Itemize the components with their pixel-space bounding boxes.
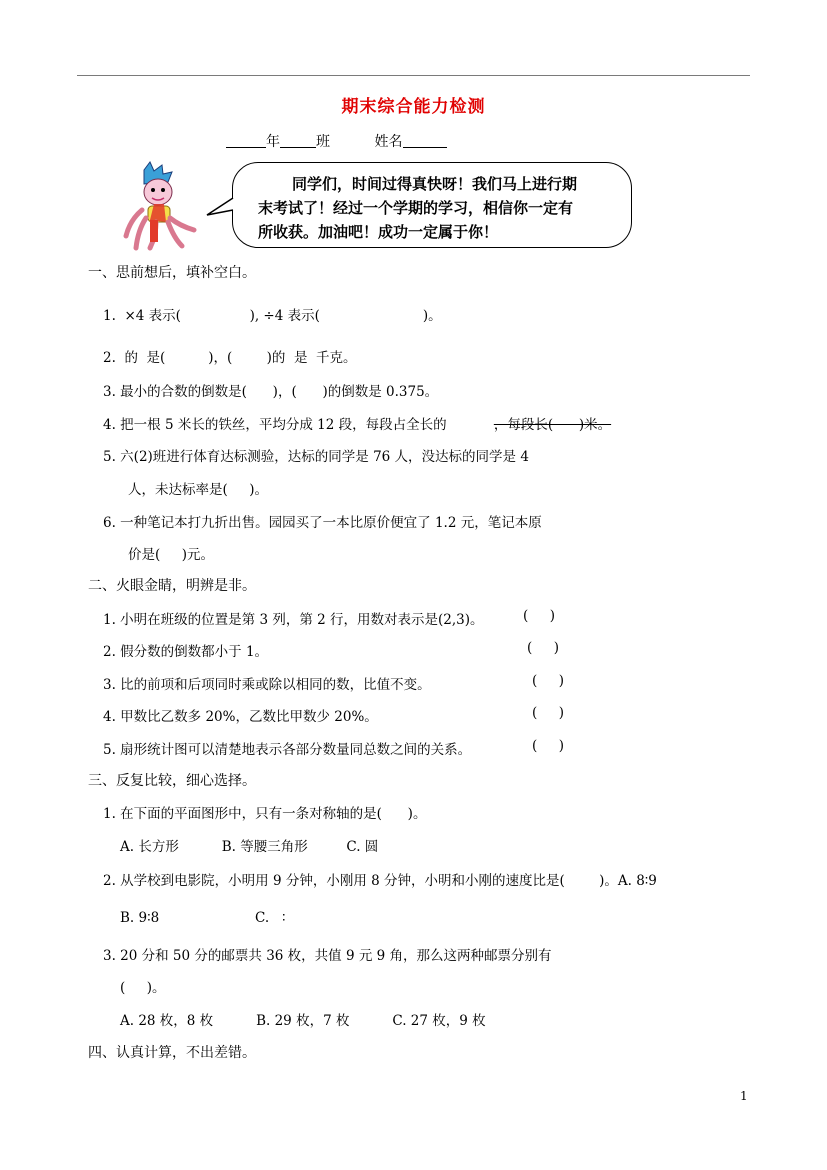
- question-3-3-line-1: 3. 20 分和 50 分的邮票共 36 枚，共值 9 元 9 角，那么这两种邮票分别有: [103, 948, 552, 964]
- question-1-5-line-2: 人，未达标率是( )。: [128, 482, 268, 498]
- question-3-1-options: A. 长方形 B. 等腰三角形 C. 圆: [120, 839, 379, 855]
- answer-bracket-2-2[interactable]: ( ): [527, 640, 559, 656]
- grade-label: 年: [266, 134, 280, 150]
- question-1-4-part-b: ，每段长( )米。: [493, 417, 612, 433]
- question-2-4: 4. 甲数比乙数多 20%，乙数比甲数少 20%。: [103, 709, 378, 725]
- page-title: 期末综合能力检测: [341, 97, 486, 117]
- answer-bracket-2-1[interactable]: ( ): [523, 608, 555, 624]
- question-1-6-line-1: 6. 一种笔记本打九折出售。园园买了一本比原价便宜了 1.2 元，笔记本原: [103, 515, 542, 531]
- name-label: 姓名: [374, 134, 403, 150]
- class-blank[interactable]: [280, 133, 316, 148]
- question-2-5: 5. 扇形统计图可以清楚地表示各部分数量同总数之间的关系。: [103, 742, 472, 758]
- page-number: 1: [740, 1089, 748, 1103]
- bubble-line-2: 末考试了！经过一个学期的学习，相信你一定有: [258, 199, 574, 217]
- grade-blank[interactable]: [226, 133, 266, 148]
- question-1-4: [103, 413, 611, 433]
- section-4-heading: 四、认真计算，不出差错。: [88, 1045, 256, 1061]
- question-1-2: 2. 的 是( )，( )的 是 千克。: [103, 350, 357, 366]
- answer-bracket-2-4[interactable]: ( ): [532, 705, 564, 721]
- question-3-2-option-c: C. ∶: [255, 910, 286, 926]
- student-info-line: [226, 131, 447, 151]
- bubble-line-1: 同学们，时间过得真快呀！我们马上进行期: [292, 175, 578, 193]
- question-2-3: 3. 比的前项和后项同时乘或除以相同的数，比值不变。: [103, 677, 431, 693]
- speech-bubble-text: [258, 172, 613, 244]
- answer-bracket-2-5[interactable]: ( ): [532, 738, 564, 754]
- name-blank[interactable]: [403, 133, 447, 148]
- question-1-3: 3. 最小的合数的倒数是( )，( )的倒数是 0.375。: [103, 384, 439, 400]
- question-1-1: 1. ×4 表示( ), ÷4 表示( )。: [103, 308, 442, 324]
- question-2-2: 2. 假分数的倒数都小于 1。: [103, 644, 269, 660]
- question-2-1: 1. 小明在班级的位置是第 3 列，第 2 行，用数对表示是(2,3)。: [103, 612, 484, 628]
- section-2-heading: 二、火眼金睛，明辨是非。: [88, 578, 256, 594]
- speech-bubble-tail: [206, 196, 236, 222]
- answer-bracket-2-3[interactable]: ( ): [532, 673, 564, 689]
- class-label: 班: [316, 134, 330, 150]
- question-1-4-part-a: 4. 把一根 5 米长的铁丝，平均分成 12 段，每段占全长的: [103, 417, 447, 433]
- question-3-3-options: A. 28 枚，8 枚 B. 29 枚，7 枚 C. 27 枚，9 枚: [120, 1013, 486, 1029]
- mascot-illustration: [120, 160, 200, 252]
- question-3-2: 2. 从学校到电影院，小明用 9 分钟，小刚用 8 分钟，小明和小刚的速度比是( )。A. 8∶9: [103, 873, 657, 889]
- section-3-heading: 三、反复比较，细心选择。: [88, 773, 256, 789]
- question-1-5-line-1: 5. 六(2)班进行体育达标测验，达标的同学是 76 人，没达标的同学是 4: [103, 449, 529, 465]
- question-3-1: 1. 在下面的平面图形中，只有一条对称轴的是( )。: [103, 806, 427, 822]
- question-3-3-line-2: ( )。: [120, 980, 166, 996]
- question-3-2-option-b: B. 9∶8: [120, 910, 160, 926]
- header-rule: [77, 75, 750, 76]
- question-1-6-line-2: 价是( )元。: [128, 547, 214, 563]
- section-1-heading: 一、思前想后，填补空白。: [88, 265, 256, 281]
- bubble-line-3: 所收获。加油吧！成功一定属于你！: [258, 223, 499, 241]
